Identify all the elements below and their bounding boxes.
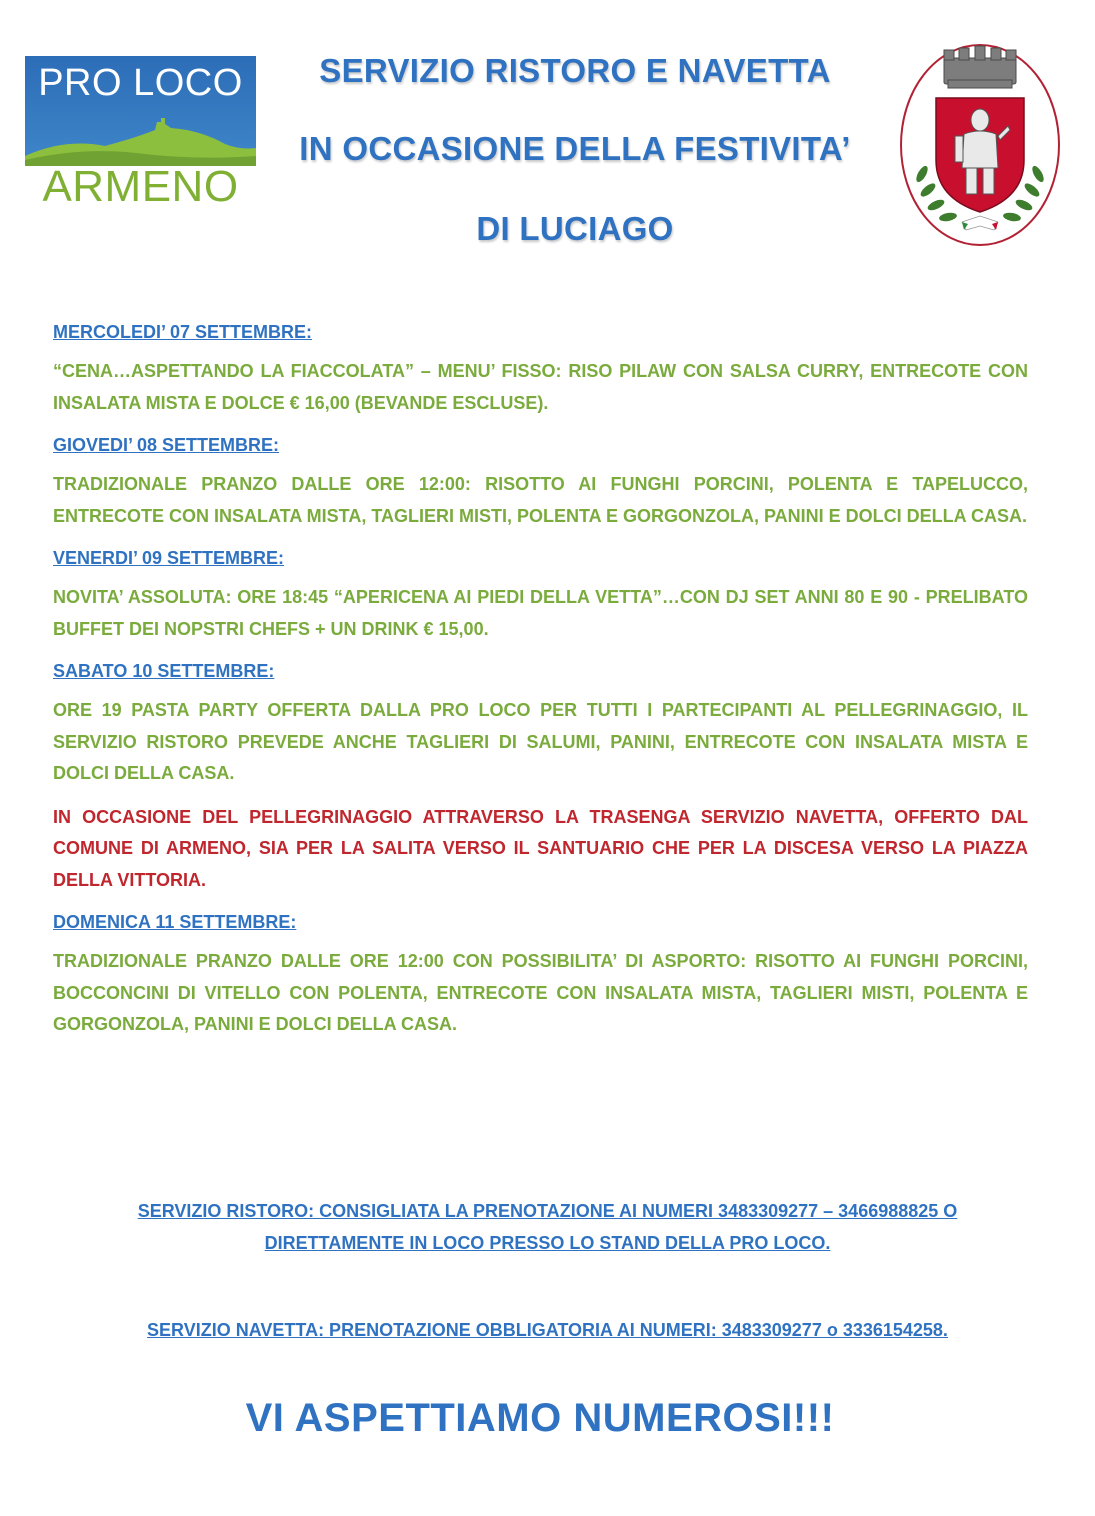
shuttle-notice: IN OCCASIONE DEL PELLEGRINAGGIO ATTRAVERSO LA TRASENGA SERVIZIO NAVETTA, OFFERTO DAL COMUNE DI ARMENO, SIA PER LA SALITA VERSO IL SANTUARIO CHE PER LA DISCESA VERSO LA PIAZZA DELLA VITTORIA. [53,806,1028,890]
day-heading: VENERDI’ 09 SETTEMBRE: [53,548,285,568]
schedule-day [53,431,1028,532]
day-heading: SABATO 10 SETTEMBRE: [53,661,275,681]
schedule-day [53,318,1028,419]
logo-text-pro-loco: PRO LOCO [38,62,243,104]
pro-loco-armeno-logo [25,56,256,212]
navetta-booking: SERVIZIO NAVETTA: PRENOTAZIONE OBBLIGATORIA AI NUMERI: 3483309277 o 3336154258. [147,1320,948,1340]
schedule-day [53,657,1028,896]
day-description: NOVITA’ ASSOLUTA: ORE 18:45 “APERICENA AI PIEDI DELLA VETTA”…CON DJ SET ANNI 80 E 90 - PRELIBATO BUFFET DEI NOPSTRI CHEFS + UN DRINK € 15,00. [53,587,1028,639]
ristoro-booking-line-1: SERVIZIO RISTORO: CONSIGLIATA LA PRENOTAZIONE AI NUMERI 3483309277 – 3466988825 O [137,1201,958,1221]
coat-of-arms-icon [898,40,1063,250]
day-heading: MERCOLEDI’ 07 SETTEMBRE: [53,322,313,342]
logo-text-armeno: ARMENO [42,162,239,211]
day-description: TRADIZIONALE PRANZO DALLE ORE 12:00: RISOTTO AI FUNGHI PORCINI, POLENTA E TAPELUCCO, ENTRECOTE CON INSALATA MISTA, TAGLIERI MISTI, POLENTA E GORGONZOLA, PANINI E DOLCI DELLA CASA. [53,474,1028,526]
schedule [53,318,1028,1053]
closing-message: VI ASPETTIAMO NUMEROSI!!! [245,1396,835,1440]
title-line-1: SERVIZIO RISTORO E NAVETTA [319,52,831,89]
title-line-3: DI LUCIAGO [476,210,674,247]
hill-tower-icon [25,116,256,166]
day-description: “CENA…ASPETTANDO LA FIACCOLATA” – MENU’ FISSO: RISO PILAW CON SALSA CURRY, ENTRECOTE CON INSALATA MISTA E DOLCE € 16,00 (BEVANDE ESCLUSE). [53,361,1028,413]
day-description: TRADIZIONALE PRANZO DALLE ORE 12:00 CON POSSIBILITA’ DI ASPORTO: RISOTTO AI FUNGHI PORCINI, BOCCONCINI DI VITELLO CON POLENTA, ENTRECOTE CON INSALATA MISTA, TAGLIERI MISTI, POLENTA E GORGONZOLA, PANINI E DOLCI DELLA CASA. [53,951,1028,1034]
day-description: ORE 19 PASTA PARTY OFFERTA DALLA PRO LOCO PER TUTTI I PARTECIPANTI AL PELLEGRINAGGIO, IL SERVIZIO RISTORO PREVEDE ANCHE TAGLIERI DI SALUMI, PANINI, ENTRECOTE CON INSALATA MISTA E DOLCI DELLA CASA. [53,700,1028,783]
header [0,0,1095,290]
day-heading: DOMENICA 11 SETTEMBRE: [53,912,297,932]
ristoro-booking-line-2: DIRETTAMENTE IN LOCO PRESSO LO STAND DELLA PRO LOCO. [264,1233,831,1253]
day-heading: GIOVEDI’ 08 SETTEMBRE: [53,435,280,455]
title-line-2: IN OCCASIONE DELLA FESTIVITA’ [299,130,851,167]
schedule-day [53,544,1028,645]
schedule-day [53,908,1028,1041]
